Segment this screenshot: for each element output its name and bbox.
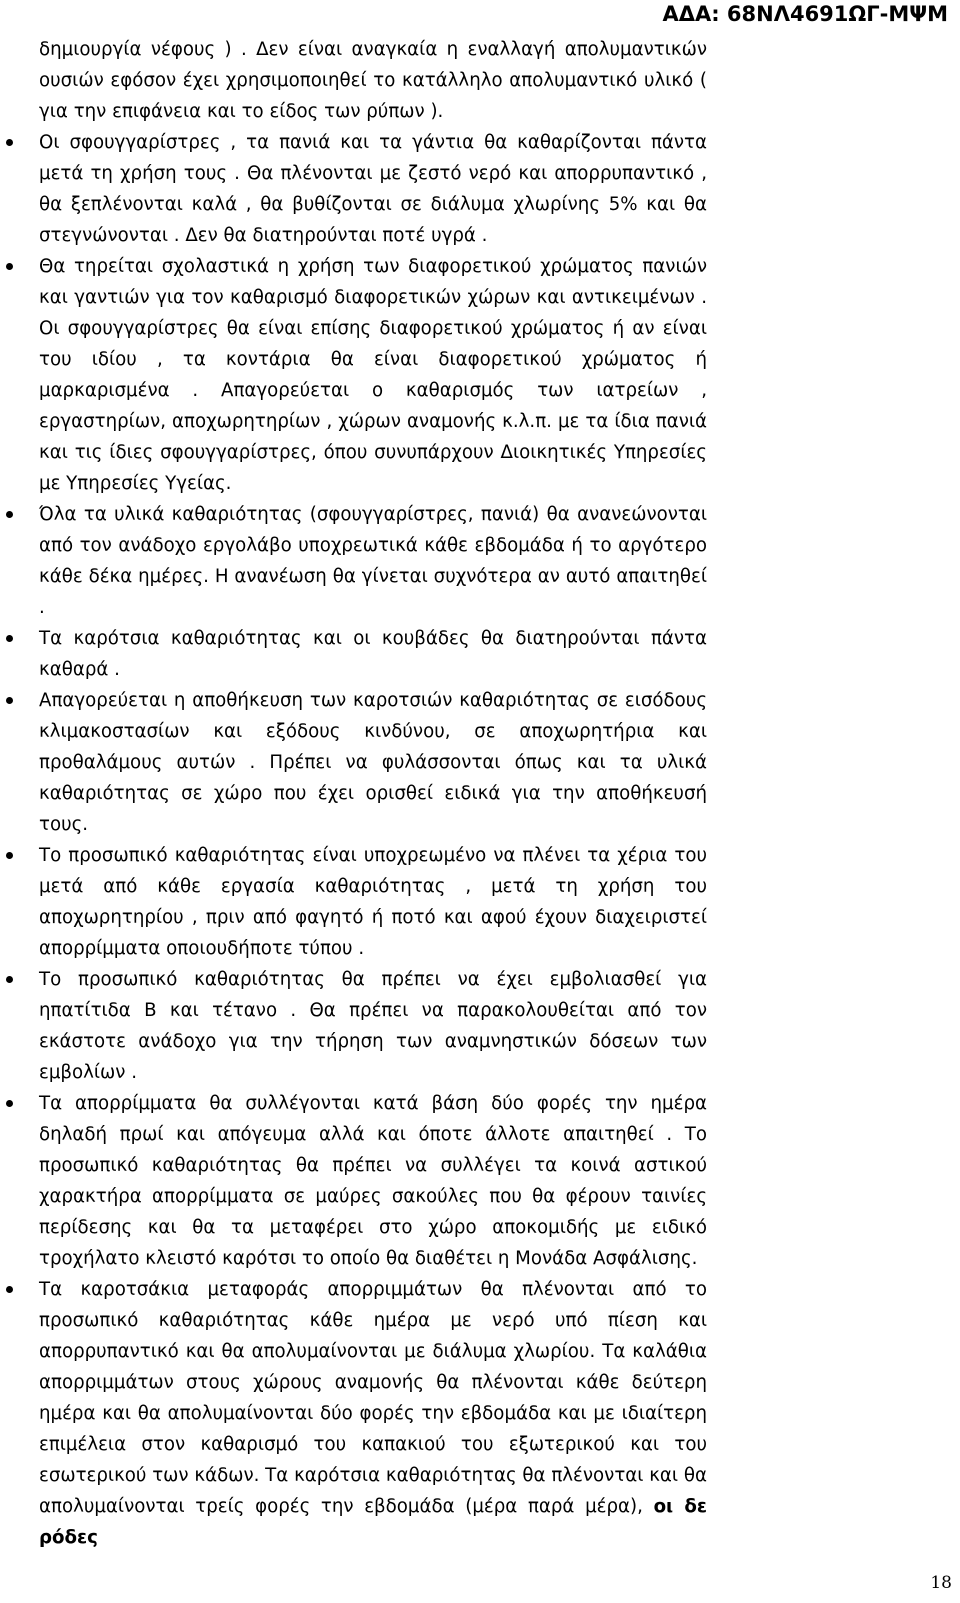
list-item-text: Όλα τα υλικά καθαριότητας (σφουγγαρίστρες, πανιά) θα ανανεώνονται από τον ανάδοχο εργολάβο υποχρεωτικά κάθε εβδομάδα ή το αργότερο κάθε δέκα ημέρες. Η ανανέωση θα γίνεται συχνότερα αν αυτό απαιτηθεί .: [39, 504, 707, 618]
list-item: [39, 499, 707, 623]
bullet-icon: [6, 139, 13, 146]
list-item-text: Τα καρότσια καθαριότητας και οι κουβάδες θα διατηρούνται πάντα καθαρά .: [39, 628, 707, 680]
list-item-text: Απαγορεύεται η αποθήκευση των καροτσιών καθαριότητας σε εισόδους κλιμακοστασίων και εξόδους κινδύνου, σε αποχωρητήρια και προθαλάμους αυτών . Πρέπει να φυλάσσονται όπως και τα υλικά καθαριότητας σε χώρο που έχει ορισθεί ειδικά για την αποθήκευσή τους.: [39, 690, 707, 835]
page-number: 18: [930, 1573, 952, 1593]
bullet-icon: [6, 635, 13, 642]
ada-code: ΑΔΑ: 68ΝΛ4691ΩΓ-ΜΨΜ: [662, 2, 948, 26]
list-item: [39, 1274, 707, 1553]
bullet-icon: [6, 1286, 13, 1293]
list-item-text: Θα τηρείται σχολαστικά η χρήση των διαφορετικού χρώματος πανιών και γαντιών για τον καθαρισμό διαφορετικών χώρων και αντικειμένων . Οι σφουγγαρίστρες θα είναι επίσης διαφορετικού χρώματος ή αν είναι του ιδίου , τα κοντάρια θα είναι διαφορετικού χρώματος ή μαρκαρισμένα . Απαγορεύεται ο καθαρισμός των ιατρείων , εργαστηρίων, αποχωρητηρίων , χώρων αναμονής κ.λ.π. με τα ίδια πανιά και τις ίδιες σφουγγαρίστρες, όπου συνυπάρχουν Διοικητικές Υπηρεσίες με Υπηρεσίες Υγείας.: [39, 256, 707, 494]
list-item: [39, 685, 707, 840]
bullet-icon: [6, 976, 13, 983]
list-item: [39, 840, 707, 964]
list-item: [39, 623, 707, 685]
list-item: [39, 1088, 707, 1274]
document-body: [39, 34, 707, 1553]
bullet-icon: [6, 263, 13, 270]
continuation-paragraph: δημιουργία νέφους ) . Δεν είναι αναγκαία η εναλλαγή απολυμαντικών ουσιών εφόσον έχει χρησιμοποιηθεί το κατάλληλο απολυμαντικό υλικό ( για την επιφάνεια και το είδος των ρύπων ).: [39, 39, 707, 122]
list-item-text: Το προσωπικό καθαριότητας θα πρέπει να έχει εμβολιασθεί για ηπατίτιδα Β και τέτανο . Θα πρέπει να παρακολουθείται από τον εκάστοτε ανάδοχο για την τήρηση των αναμνηστικών δόσεων των εμβολίων .: [39, 969, 707, 1083]
list-item: [39, 964, 707, 1088]
list-item: [39, 251, 707, 499]
bullet-icon: [6, 852, 13, 859]
list-item-bold-text: οι δε ρόδες: [39, 1496, 707, 1548]
bullet-icon: [6, 697, 13, 704]
bullet-icon: [6, 511, 13, 518]
list-item-text: Τα καροτσάκια μεταφοράς απορριμμάτων θα πλένονται από το προσωπικό καθαριότητας κάθε ημέρα με νερό υπό πίεση και απορρυπαντικό και θα απολυμαίνονται με διάλυμα χλωρίου. Τα καλάθια απορριμμάτων στους χώρους αναμονής θα πλένονται κάθε δεύτερη ημέρα και θα απολυμαίνονται δύο φορές την εβδομάδα και με ιδιαίτερη επιμέλεια στον καθαρισμό του καπακιού του εξωτερικού και του εσωτερικού των κάδων. Τα καρότσια καθαριότητας θα πλένονται και θα απολυμαίνονται τρείς φορές την εβδομάδα (μέρα παρά μέρα),: [39, 1279, 707, 1517]
bullet-icon: [6, 1100, 13, 1107]
bullet-list: [39, 127, 707, 1553]
list-item: [39, 127, 707, 251]
list-item-text: Το προσωπικό καθαριότητας είναι υποχρεωμένο να πλένει τα χέρια του μετά από κάθε εργασία καθαριότητας , μετά τη χρήση του αποχωρητηρίου , πριν από φαγητό ή ποτό και αφού έχουν διαχειριστεί απορρίμματα οποιουδήποτε τύπου .: [39, 845, 707, 959]
list-item-text: Οι σφουγγαρίστρες , τα πανιά και τα γάντια θα καθαρίζονται πάντα μετά τη χρήση τους . Θα πλένονται με ζεστό νερό και απορρυπαντικό , θα ξεπλένονται καλά , θα βυθίζονται σε διάλυμα χλωρίνης 5% και θα στεγνώνονται . Δεν θα διατηρούνται ποτέ υγρά .: [39, 132, 707, 246]
list-item-text: Τα απορρίμματα θα συλλέγονται κατά βάση δύο φορές την ημέρα δηλαδή πρωί και απόγευμα αλλά και όποτε άλλοτε απαιτηθεί . Το προσωπικό καθαριότητας θα πρέπει να συλλέγει τα κοινά αστικού χαρακτήρα απορρίμματα σε μαύρες σακούλες που θα φέρουν ταινίες περίδεσης και θα τα μεταφέρει στο χώρο αποκομιδής με ειδικό τροχήλατο κλειστό καρότσι το οποίο θα διαθέτει η Μονάδα Ασφάλισης.: [39, 1093, 707, 1269]
